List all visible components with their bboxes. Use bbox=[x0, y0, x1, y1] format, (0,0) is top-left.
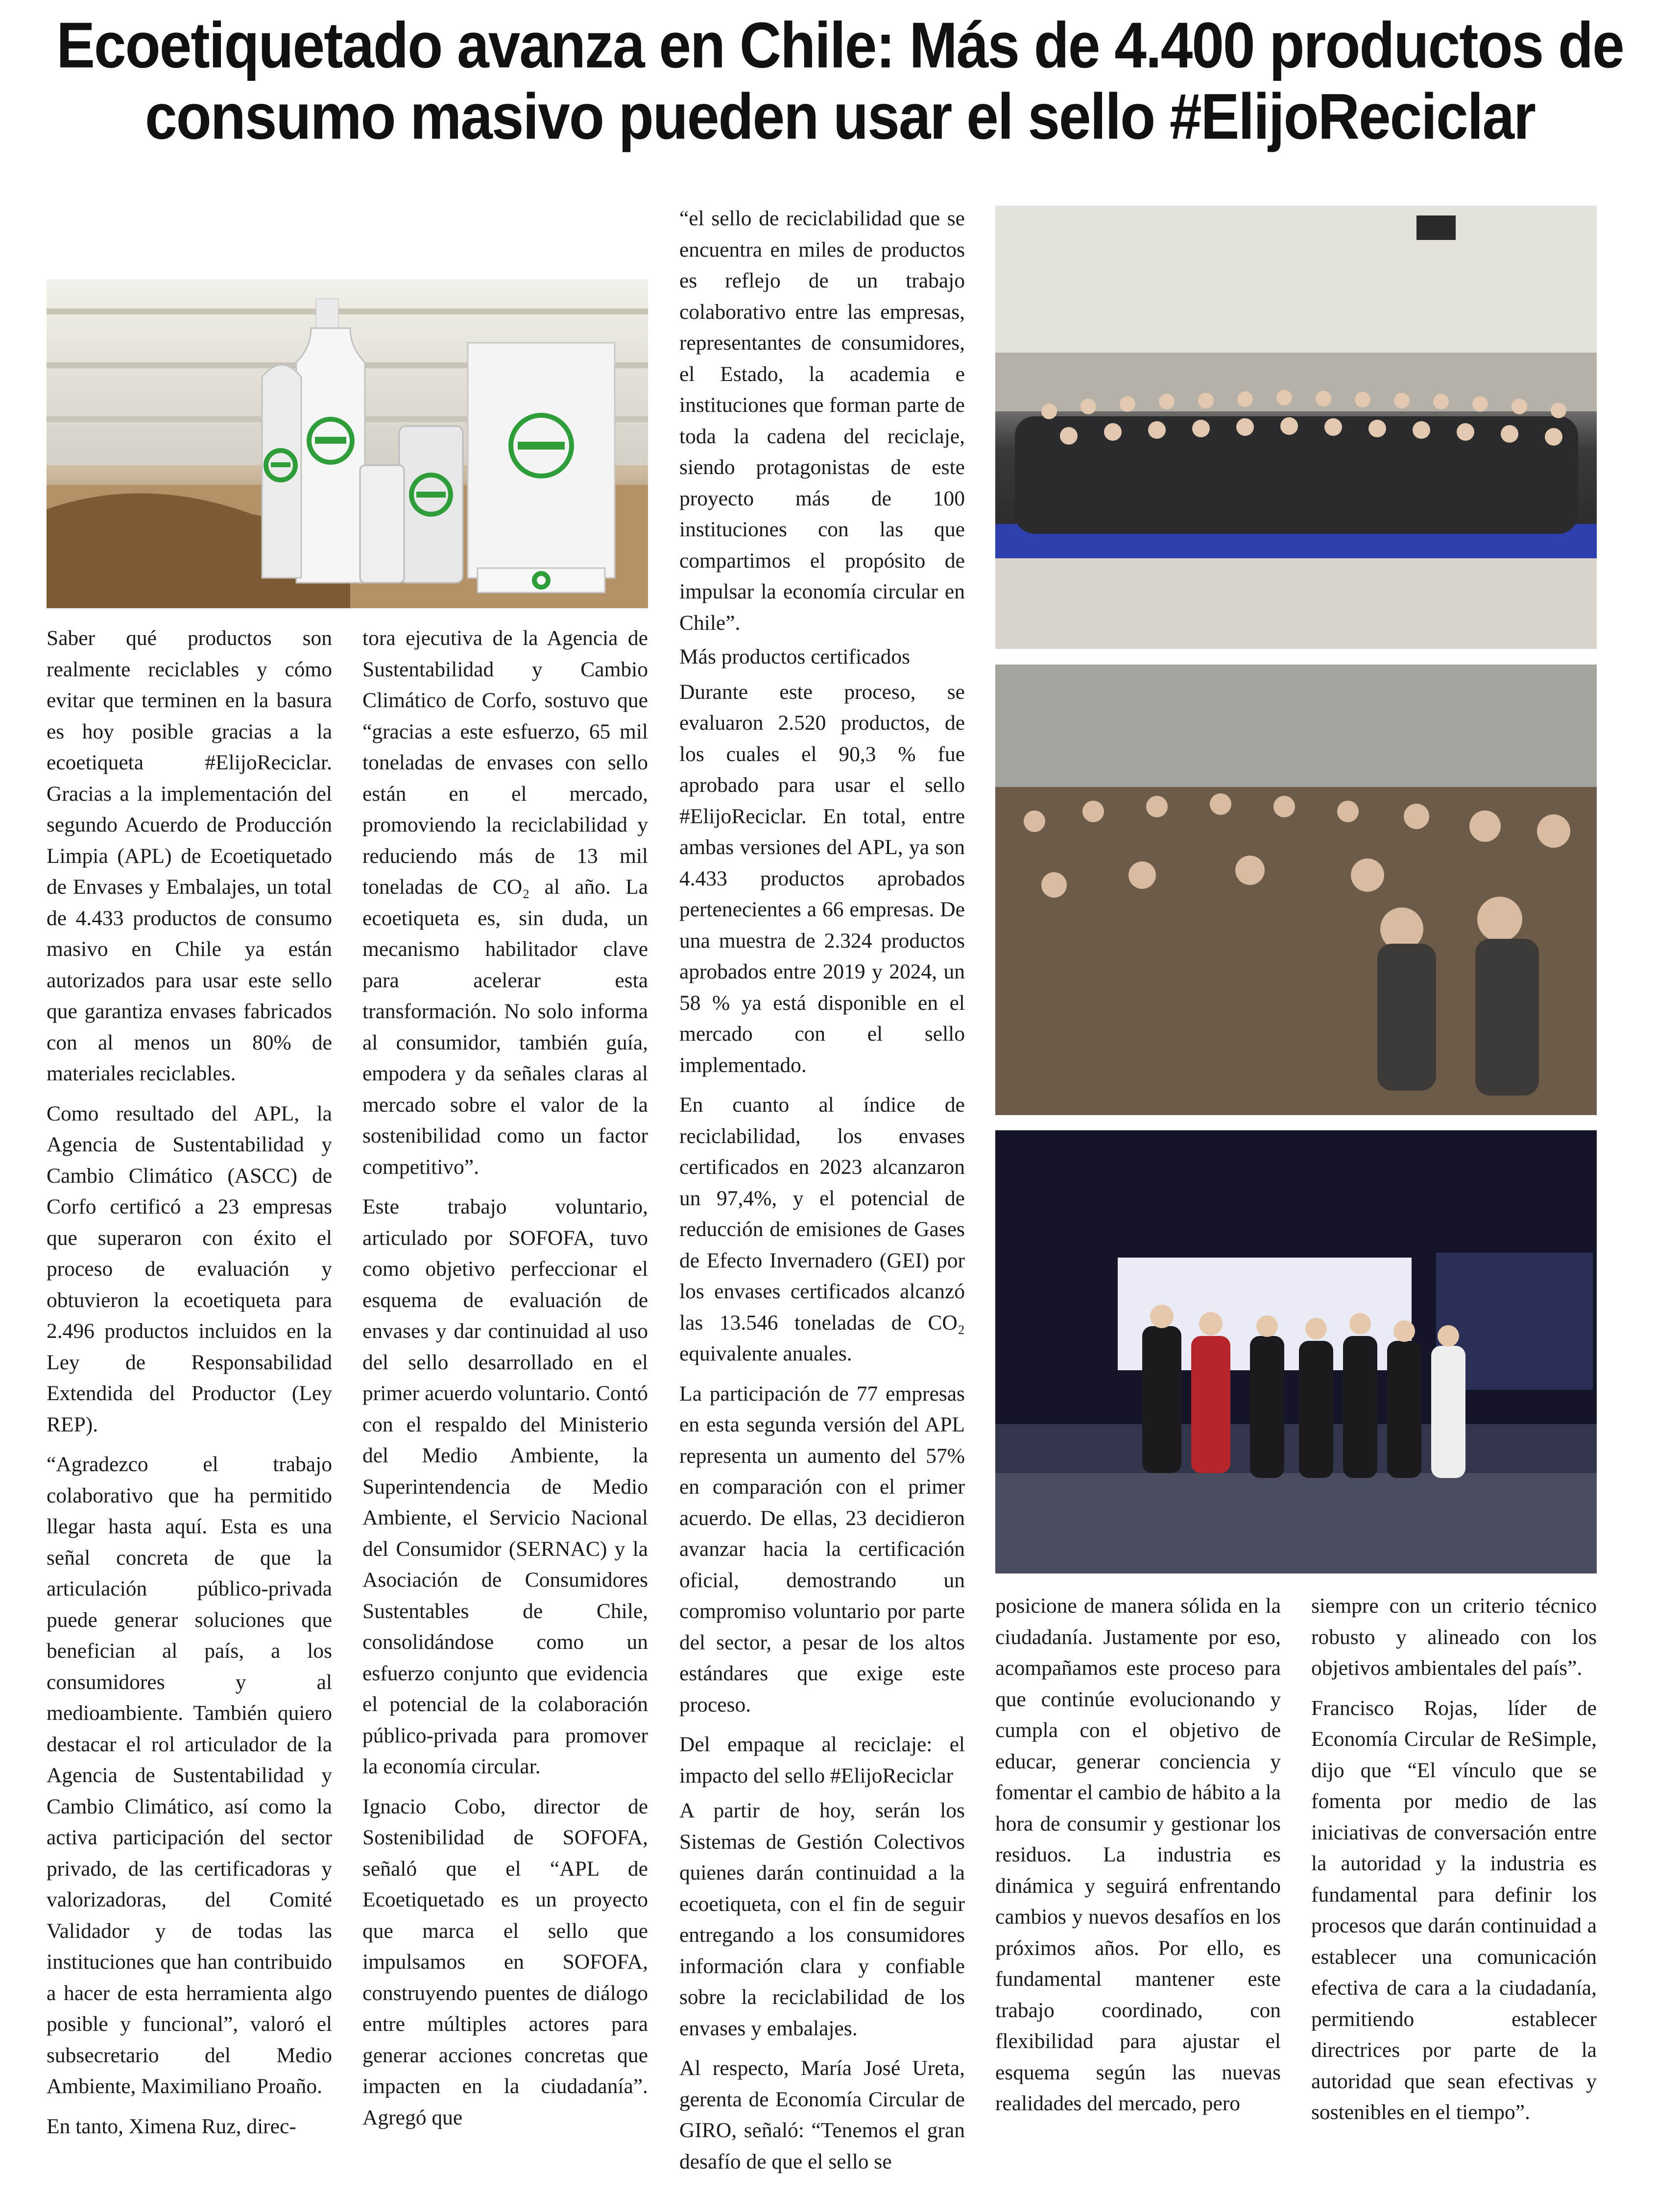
paragraph: Al respecto, María José Ureta, gerenta de Economía Circular de GIRO, señaló: “Tenemos el gran desafío de que el sello se bbox=[679, 2056, 965, 2173]
stage-photo-icon bbox=[995, 1130, 1597, 1573]
products-image bbox=[47, 279, 648, 608]
group-photo-icon bbox=[995, 206, 1597, 649]
subheading: Del empaque al reciclaje: el impacto del sello #ElijoReciclar bbox=[679, 1733, 965, 1787]
headline bbox=[29, 10, 1651, 152]
paragraph: La participación de 77 empresas en esta segunda versión del APL representa un aumento del 57% en comparación con el primer acuerdo. De ellas, 23 decidieron avanzar hacia la certificación oficial, demostrando un compromiso voluntario por parte del sector, a pesar de los altos estándares que exige este proceso. bbox=[679, 1382, 965, 1716]
paragraph: “el sello de reciclabilidad que se encuentra en miles de productos es reflejo de un trabajo colaborativo entre las empresas, representantes de consumidores, el Estado, la academia e instituciones que forman parte de toda la cadena del reciclaje, siendo protagonistas de este proyecto más de 100 instituciones con las que compartimos el propósito de impulsar la economía circular en Chile”. bbox=[679, 207, 965, 635]
paragraph: A partir de hoy, serán los Sistemas de Gestión Colectivos quienes darán continuidad a la ecoetiqueta, con el fin de seguir entregando a los consumidores información clara y confiable sobre la reciclabilidad de los envases y embalajes. bbox=[679, 1799, 965, 2040]
paragraph: “Agradezco el trabajo colaborativo que ha permitido llegar hasta aquí. Esta es una señal concreta de que la articulación público-privada puede generar soluciones que benefician al país, a los consumidores y al medioambiente. También quiero destacar el rol articulador de la Agencia de Sustentabilidad y Cambio Climático, así como la activa participación del sector privado, de las certificadoras y valorizadoras, del Comité Validador y de todas las instituciones que han contribuido a hacer de esta herramienta algo posible y funcional”, valoró el subsecretario del Medio Ambiente, Maximiliano Proaño. bbox=[47, 1453, 332, 2098]
headline-line-2: consumo masivo pueden usar el sello #ElijoReciclar bbox=[145, 80, 1535, 153]
paragraph: Como resultado del APL, la Agencia de Sustentabilidad y Cambio Climático (ASCC) de Corfo certificó a 23 empresas que superaron con éxito el proceso de evaluación y obtuvieron la ecoetiqueta para 2.496 productos incluidos en la Ley de Responsabilidad Extendida del Productor (Ley REP). bbox=[47, 1101, 332, 1436]
article-column-2 bbox=[362, 623, 648, 2175]
headline-line-1: Ecoetiquetado avanza en Chile: Más de 4.400 productos de bbox=[56, 9, 1624, 82]
audience-photo bbox=[995, 665, 1597, 1115]
article-column-3 bbox=[679, 203, 965, 2177]
paragraph: Ignacio Cobo, director de Sostenibilidad de SOFOFA, señaló que el “APL de Ecoetiquetado es un proyecto que marca el sello que impulsamos en SOFOFA, construyendo puentes de diálogo entre múltiples actores para generar acciones concretas que impacten en la ciudadanía”. Agregó que bbox=[362, 1794, 648, 2129]
article-column-5 bbox=[1311, 1591, 1597, 2178]
paragraph: Francisco Rojas, líder de Economía Circular de ReSimple, dijo que “El vínculo que se fomenta por medio de las iniciativas de conversación entre la autoridad y la industria es fundamental para definir los procesos que darán continuidad a establecer una comunicación efectiva de cara a la ciudadanía, permitiendo establecer directrices por parte de la autoridad que sean efectivas y sostenibles en el tiempo”. bbox=[1311, 1696, 1597, 2124]
article-column-1 bbox=[47, 623, 332, 2175]
paragraph: Este trabajo voluntario, articulado por SOFOFA, tuvo como objetivo perfeccionar el esquema de evaluación de envases y dar continuidad al uso del sello desarrollado en el primer acuerdo voluntario. Contó con el respaldo del Ministerio del Medio Ambiente, la Superintendencia de Medio Ambiente, el Servicio Nacional del Consumidor (SERNAC) y la Asociación de Consumidores Sustentables de Chile, consolidándose como un esfuerzo conjunto que evidencia el potencial de la colaboración público-privada para promover la economía circular. bbox=[362, 1195, 648, 1778]
group-photo bbox=[995, 206, 1597, 649]
recycle-seal-icon bbox=[47, 279, 648, 608]
paragraph: Durante este proceso, se evaluaron 2.520 productos, de los cuales el 90,3 % fue aprobado para usar el sello #ElijoReciclar. En total, entre ambas versiones del APL, ya son 4.433 productos aprobados pertenecientes a 66 empresas. De una muestra de 2.324 productos aprobados entre 2019 y 2024, un 58 % ya está disponible en el mercado con el sello implementado. bbox=[679, 680, 965, 1077]
paragraph: En cuanto al índice de reciclabilidad, los envases certificados en 2023 alcanzaron un 97,4%, y el potencial de reducción de emisiones de Gases de Efecto Invernadero (GEI) por los envases certificados alcanzó las 13.546 toneladas de CO₂ equivalente anuales. bbox=[679, 1093, 965, 1365]
paragraph: tora ejecutiva de la Agencia de Sustentabilidad y Cambio Climático de Corfo, sostuvo que “gracias a este esfuerzo, 65 mil toneladas de envases con sello están en el mercado, promoviendo la reciclabilidad y reduciendo más de 13 mil toneladas de CO₂ al año. La ecoetiqueta es, sin duda, un mecanismo habilitador clave para acelerar esta transformación. No solo informa al consumidor, también guía, empodera y da señales claras al mercado sobre el valor de la sostenibilidad como un factor competitivo”. bbox=[362, 626, 648, 1179]
paragraph: En tanto, Ximena Ruz, direc- bbox=[47, 2114, 296, 2138]
paragraph: posicione de manera sólida en la ciudadanía. Justamente por eso, acompañamos este proceso para que continúe evolucionando y cumpla con el objetivo de educar, generar conciencia y fomentar el cambio de hábito a la hora de consumir y gestionar los residuos. La industria es dinámica y seguirá enfrentando cambios y nuevos desafíos en los próximos años. Por ello, es fundamental mantener este trabajo coordinado, con flexibilidad para ajustar el esquema según las nuevas realidades del mercado, pero bbox=[995, 1594, 1281, 2115]
subheading: Más productos certificados bbox=[679, 645, 911, 668]
paragraph: siempre con un criterio técnico robusto y alineado con los objetivos ambientales del país”. bbox=[1311, 1594, 1597, 1680]
audience-photo-icon bbox=[995, 665, 1597, 1115]
stage-photo bbox=[995, 1130, 1597, 1573]
paragraph: Saber qué productos son realmente reciclables y cómo evitar que terminen en la basura es hoy posible gracias a la ecoetiqueta #ElijoReciclar. Gracias a la implementación del segundo Acuerdo de Producción Limpia (APL) de Ecoetiquetado de Envases y Embalajes, un total de 4.433 productos de consumo masivo en Chile ya están autorizados para usar este sello que garantiza envases fabricados con al menos un 80% de materiales reciclables. bbox=[47, 626, 332, 1085]
article-column-4 bbox=[995, 1591, 1281, 2178]
